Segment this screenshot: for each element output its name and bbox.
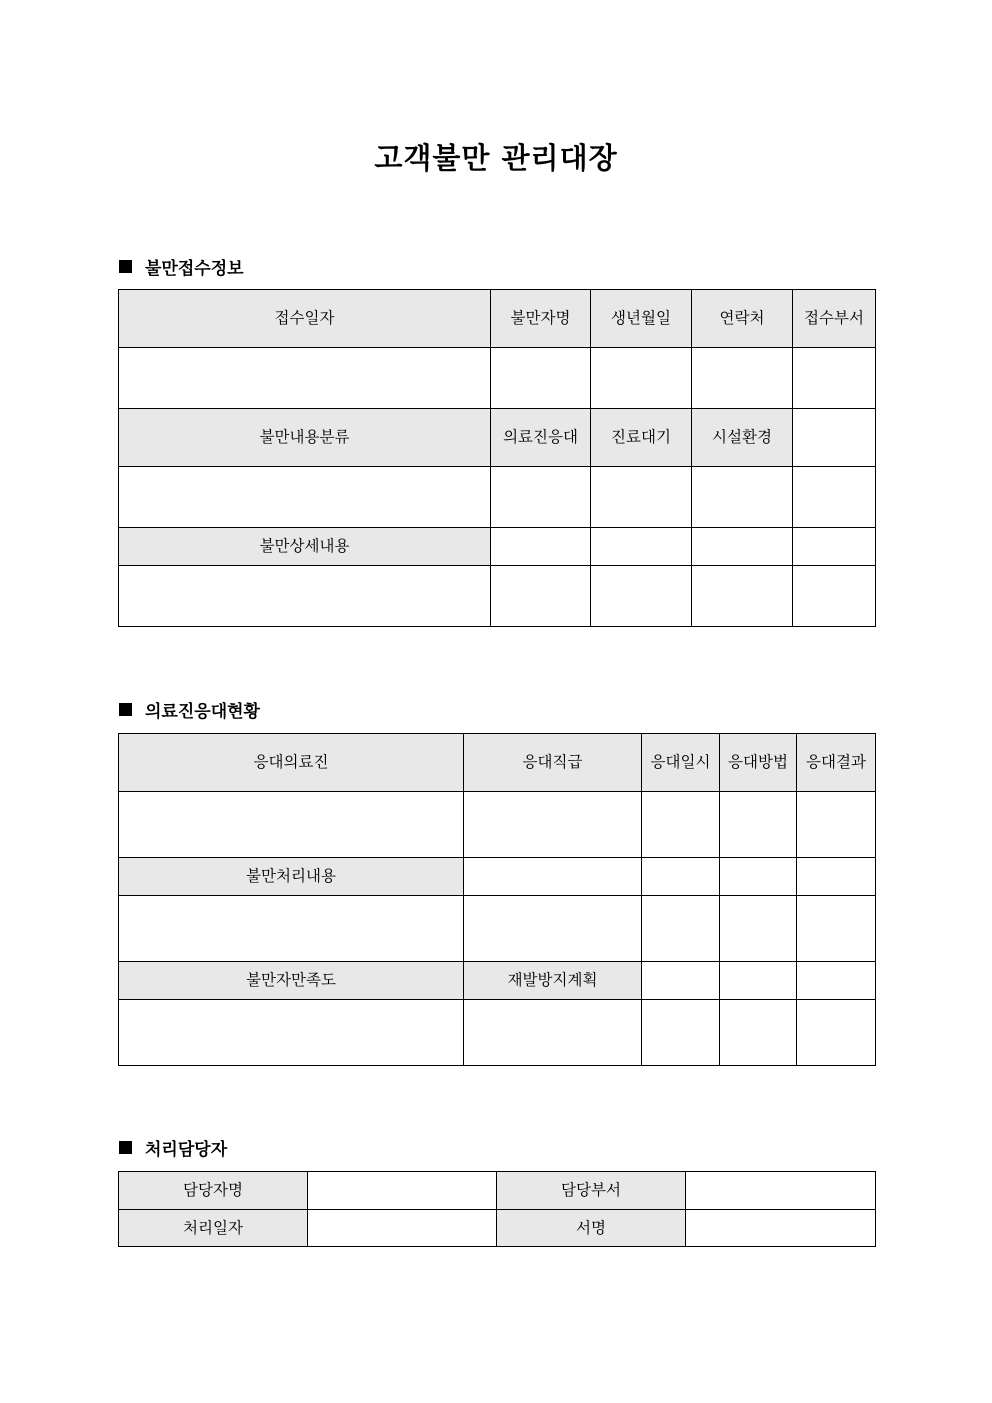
field-satisfaction[interactable]: [119, 1000, 464, 1066]
label-response-method: 응대방법: [720, 734, 797, 792]
field-plan-cell-3[interactable]: [797, 962, 876, 1000]
field-detail-cell-4[interactable]: [793, 528, 876, 566]
field-responding-staff[interactable]: [119, 792, 464, 858]
section-heading-handler-text: 처리담당자: [145, 1140, 228, 1160]
square-bullet-icon: [119, 260, 132, 273]
field-handling-cell-4[interactable]: [797, 858, 876, 896]
field-plan-value-3[interactable]: [797, 1000, 876, 1066]
section-heading-response: [119, 697, 260, 722]
field-handling-value-2[interactable]: [642, 896, 720, 962]
field-receipt-dept[interactable]: [793, 348, 876, 409]
field-contact[interactable]: [692, 348, 793, 409]
field-handling-value-1[interactable]: [464, 896, 642, 962]
square-bullet-icon: [119, 703, 132, 716]
section-heading-response-text: 의료진응대현황: [145, 702, 260, 722]
field-detail-cell-3[interactable]: [692, 528, 793, 566]
field-response-method[interactable]: [720, 792, 797, 858]
response-table: [118, 733, 876, 1066]
field-plan-cell-1[interactable]: [642, 962, 720, 1000]
field-birth-date[interactable]: [591, 348, 692, 409]
field-detail-value-1[interactable]: [491, 566, 591, 627]
field-signature[interactable]: [686, 1210, 876, 1247]
field-category-extra-value[interactable]: [793, 467, 876, 528]
field-detail-cell-1[interactable]: [491, 528, 591, 566]
field-prevention-plan[interactable]: [464, 1000, 642, 1066]
field-handling-cell-2[interactable]: [642, 858, 720, 896]
document-title: 고객불만 관리대장: [374, 141, 618, 175]
field-medical-response[interactable]: [491, 467, 591, 528]
label-waiting: 진료대기: [591, 409, 692, 467]
field-staff-position[interactable]: [464, 792, 642, 858]
label-complainant-name: 불만자명: [491, 290, 591, 348]
field-category-extra[interactable]: [793, 409, 876, 467]
label-staff-position: 응대직급: [464, 734, 642, 792]
label-contact: 연락처: [692, 290, 793, 348]
field-handler-name[interactable]: [308, 1172, 497, 1210]
field-receipt-date[interactable]: [119, 348, 491, 409]
label-signature: 서명: [497, 1210, 686, 1247]
handler-table: [118, 1171, 876, 1247]
field-facility[interactable]: [692, 467, 793, 528]
label-prevention-plan: 재발방지계획: [464, 962, 642, 1000]
label-facility: 시설환경: [692, 409, 793, 467]
field-response-result[interactable]: [797, 792, 876, 858]
label-responding-staff: 응대의료진: [119, 734, 464, 792]
label-response-result: 응대결과: [797, 734, 876, 792]
field-detail-value-2[interactable]: [591, 566, 692, 627]
field-plan-value-2[interactable]: [720, 1000, 797, 1066]
field-complaint-detail[interactable]: [119, 566, 491, 627]
label-receipt-dept: 접수부서: [793, 290, 876, 348]
field-complaint-category[interactable]: [119, 467, 491, 528]
label-complaint-detail: 불만상세내용: [119, 528, 491, 566]
section-heading-handler: [119, 1135, 227, 1160]
field-handling-cell-3[interactable]: [720, 858, 797, 896]
label-satisfaction: 불만자만족도: [119, 962, 464, 1000]
label-birth-date: 생년월일: [591, 290, 692, 348]
label-handler-name: 담당자명: [119, 1172, 308, 1210]
section-heading-intake-text: 불만접수정보: [145, 259, 244, 279]
field-plan-cell-2[interactable]: [720, 962, 797, 1000]
field-detail-value-4[interactable]: [793, 566, 876, 627]
label-receipt-date: 접수일자: [119, 290, 491, 348]
field-response-datetime[interactable]: [642, 792, 720, 858]
field-handling-detail[interactable]: [119, 896, 464, 962]
field-plan-value-1[interactable]: [642, 1000, 720, 1066]
field-waiting[interactable]: [591, 467, 692, 528]
field-handler-dept[interactable]: [686, 1172, 876, 1210]
label-response-datetime: 응대일시: [642, 734, 720, 792]
field-handling-cell-1[interactable]: [464, 858, 642, 896]
field-handling-value-3[interactable]: [720, 896, 797, 962]
field-process-date[interactable]: [308, 1210, 497, 1247]
intake-table: [118, 289, 876, 627]
field-detail-value-3[interactable]: [692, 566, 793, 627]
field-complainant-name[interactable]: [491, 348, 591, 409]
label-process-date: 처리일자: [119, 1210, 308, 1247]
label-handling-detail: 불만처리내용: [119, 858, 464, 896]
label-handler-dept: 담당부서: [497, 1172, 686, 1210]
square-bullet-icon: [119, 1141, 132, 1154]
label-complaint-category: 불만내용분류: [119, 409, 491, 467]
section-heading-intake: [119, 254, 244, 279]
field-handling-value-4[interactable]: [797, 896, 876, 962]
label-medical-response: 의료진응대: [491, 409, 591, 467]
field-detail-cell-2[interactable]: [591, 528, 692, 566]
